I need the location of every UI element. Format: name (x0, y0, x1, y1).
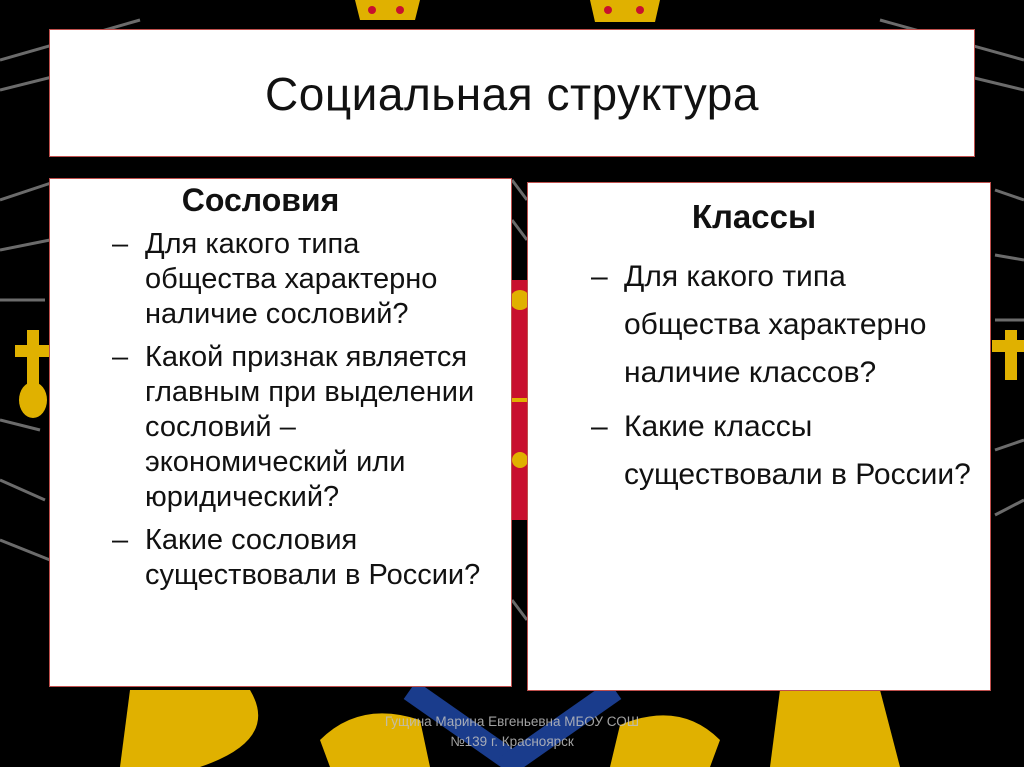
bullet-dash: – (591, 410, 608, 443)
crown-left-icon (355, 0, 420, 20)
classes-heading: Классы (691, 198, 817, 235)
bullet-dash: – (112, 228, 129, 260)
slide-title: Социальная структура (265, 68, 759, 120)
estates-heading: Сословия (181, 182, 340, 218)
list-item (112, 340, 497, 515)
footer-line-1: Гущина Марина Евгеньевна МБОУ СОШ (384, 714, 640, 729)
list-item (112, 523, 497, 593)
title-box (49, 29, 975, 157)
classes-question-list (591, 253, 981, 499)
question-text: Для какого типа общества характерно наличие классов? (624, 260, 927, 389)
bullet-dash: – (591, 260, 608, 293)
list-item (591, 403, 981, 499)
question-text: Для какого типа общества характерно наличие сословий? (145, 228, 438, 330)
estates-panel (49, 178, 512, 687)
cross-left-icon (15, 330, 51, 418)
shield-red-icon (512, 280, 527, 520)
bullet-dash: – (112, 341, 129, 373)
classes-panel (527, 182, 991, 691)
question-text: Какие сословия существовали в России? (145, 524, 481, 591)
author-footer (340, 712, 684, 752)
crown-right-icon (590, 0, 660, 22)
estates-question-list (112, 227, 497, 593)
footer-line-2: №139 г. Красноярск (450, 734, 574, 749)
question-text: Какой признак является главным при выделении сословий – экономический или юридический? (145, 341, 475, 513)
question-text: Какие классы существовали в России? (624, 410, 971, 491)
list-item (591, 253, 981, 397)
cross-right-icon (992, 330, 1024, 380)
list-item (112, 227, 497, 332)
bullet-dash: – (112, 524, 129, 556)
